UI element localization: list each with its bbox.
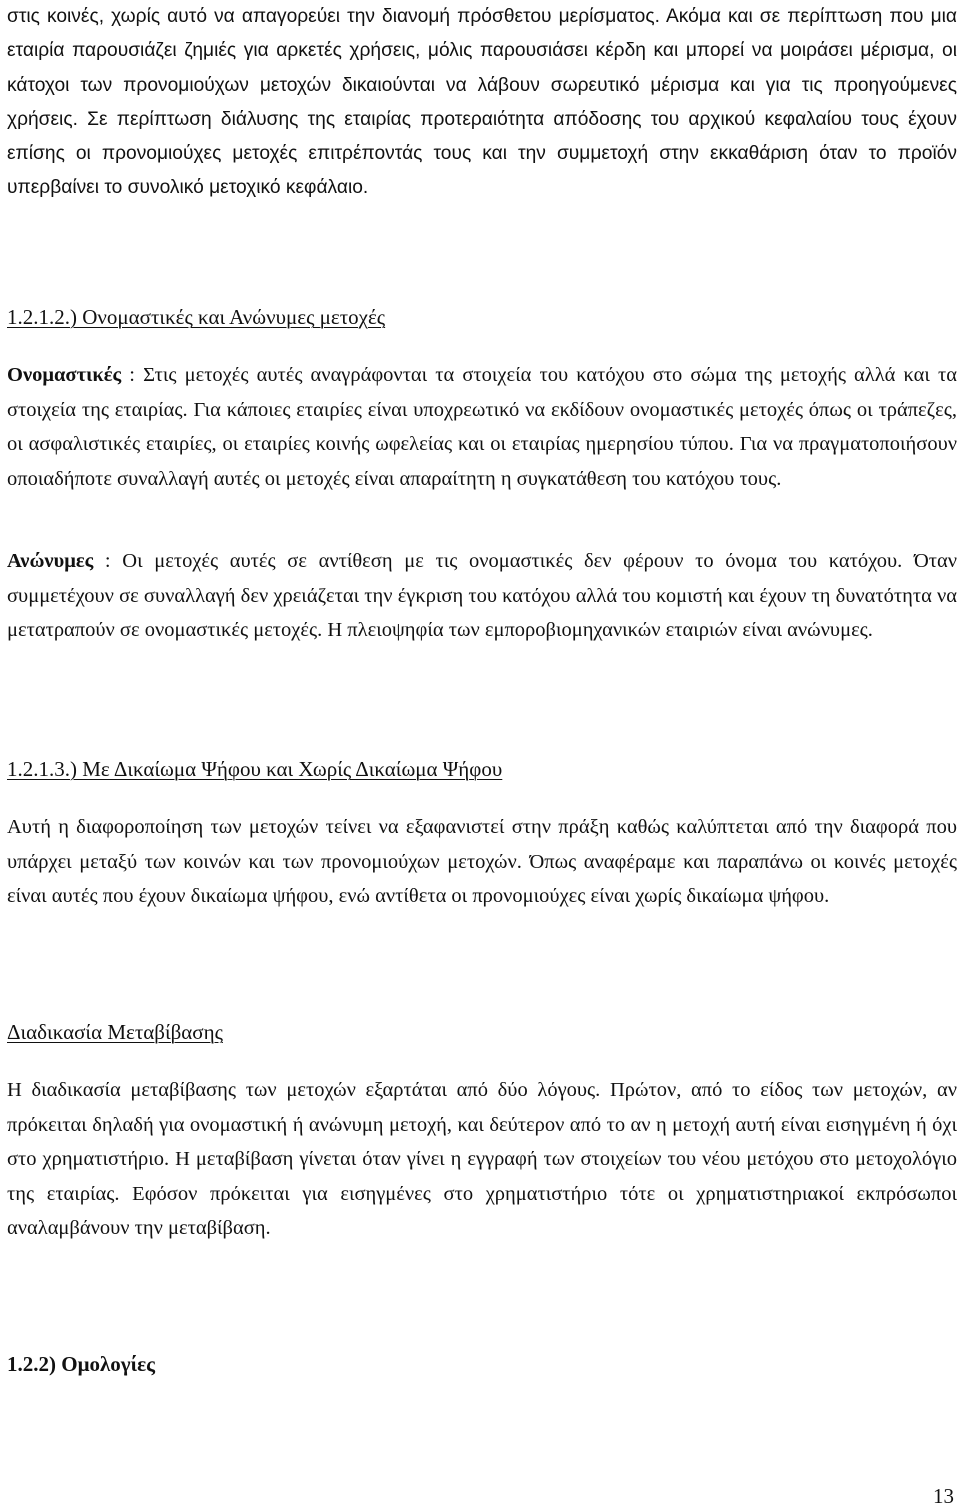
heading-122-bonds: 1.2.2) Ομολογίες	[7, 1352, 155, 1376]
paragraph-cumulative-dividend: στις κοινές, χωρίς αυτό να απαγορεύει την διανομή πρόσθετου μερίσματος. Ακόμα και σε περίπτωση που μια εταιρία παρουσιάζει ζημιές για αρκετές χρήσεις, μόλις παρουσιάσει κέρδη και μπορεί να μοιράσει μέρισμα, οι κάτοχοι των προνομιούχων μετοχών δικαιούνται να λάβουν σωρευτικό μέρισμα και για τις προηγούμενες χρήσεις. Σε περίπτωση διάλυσης της εταιρίας προτεραιότητα απόδοσης του αρχικού κεφαλαίου τους έχουν επίσης οι προνομιούχες μετοχές επιτρέποντάς τους και την συμμετοχή στην εκκαθάριση όταν το προϊόν υπερβαίνει το συνολικό μετοχικό κεφάλαιο.	[7, 6, 957, 199]
heading-1212: 1.2.1.2.) Ονομαστικές και Ανώνυμες μετοχές	[7, 305, 386, 329]
term-anonymes: Ανώνυμες	[7, 550, 94, 572]
paragraph-transfer-procedure: Η διαδικασία μεταβίβασης των μετοχών εξαρτάται από δύο λόγους. Πρώτον, από το είδος των μετοχών, αν πρόκειται δηλαδή για ονομαστική ή ανώνυμη μετοχή, και δεύτερον από το αν η μετοχή αυτή είναι εισηγμένη ή όχι στο χρηματιστήριο. Η μεταβίβαση γίνεται όταν γίνει η εγγραφή των στοιχείων του νέου μετόχου στο μετοχολόγιο της εταιρίας. Εφόσον πρόκειται για εισηγμένες στο χρηματιστήριο τότε οι χρηματιστηριακοί εκπρόσωποι αναλαμβάνουν την μεταβίβαση.	[7, 1079, 957, 1240]
heading-1213: 1.2.1.3.) Με Δικαίωμα Ψήφου και Χωρίς Δικαίωμα Ψήφου	[7, 757, 503, 781]
text-onomastikes: : Στις μετοχές αυτές αναγράφονται τα στοιχεία του κατόχου στο σώμα της μετοχής αλλά και τα στοιχεία της εταιρίας. Για κάποιες εταιρίες είναι υποχρεωτικό να εκδίδουν ονομαστικές μετοχές όπως οι τράπεζες, οι ασφαλιστικές εταιρίες, οι εταιρίες κοινής ωφελείας και οι εταιρίας ημερησίου τύπου. Για να πραγματοποιήσουν οποιαδήποτε συναλλαγή αυτές οι μετοχές είναι απαραίτητη η συγκατάθεση του κατόχου τους.	[7, 364, 957, 490]
text-anonymes: : Οι μετοχές αυτές σε αντίθεση με τις ονομαστικές δεν φέρουν το όνομα του κατόχου. Όταν συμμετέχουν σε συναλλαγή δεν χρειάζεται την έγκριση του κατόχου αλλά του κομιστή και έχουν τη δυνατότητα να μετατραπούν σε ονομαστικές μετοχές. Η πλειοψηφία των εμποροβιομηχανικών εταιριών είναι ανώνυμες.	[7, 550, 957, 642]
page-number: 13	[933, 1484, 954, 1508]
heading-transfer-procedure: Διαδικασία Μεταβίβασης	[7, 1020, 223, 1044]
paragraph-anonymes	[7, 544, 957, 648]
paragraph-onomastikes	[7, 358, 957, 496]
paragraph-voting-rights: Αυτή η διαφοροποίηση των μετοχών τείνει να εξαφανιστεί στην πράξη καθώς καλύπτεται από την διαφορά που υπάρχει μεταξύ των κοινών και των προνομιούχων μετοχών. Όπως αναφέραμε και παραπάνω οι κοινές μετοχές είναι αυτές που έχουν δικαίωμα ψήφου, ενώ αντίθετα οι προνομιούχες είναι χωρίς δικαίωμα ψήφου.	[7, 816, 957, 908]
term-onomastikes: Ονομαστικές	[7, 364, 122, 386]
